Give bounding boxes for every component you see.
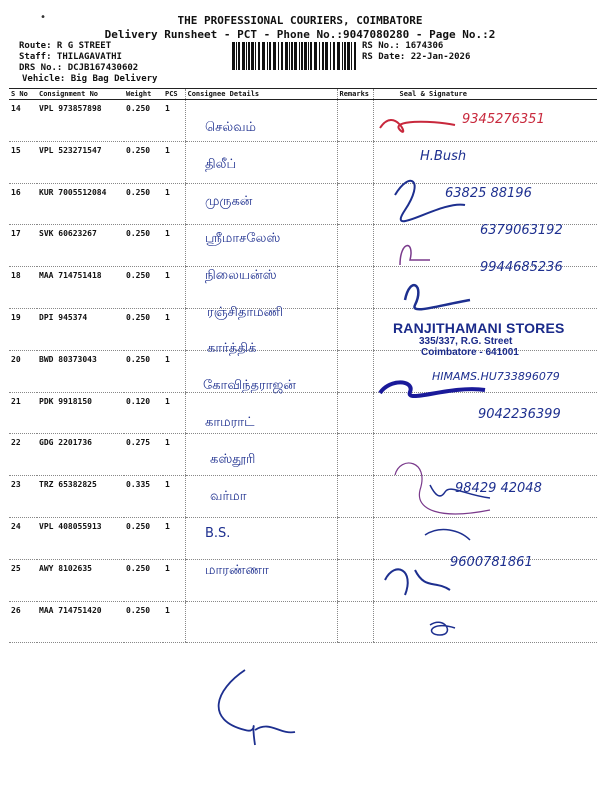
barcode-icon (232, 42, 358, 70)
handwritten-consignee: ஸ்ரீமாசலேஸ் (205, 230, 281, 246)
cell-sno: 22 (9, 434, 37, 476)
cell-sno: 19 (9, 308, 37, 350)
cell-consignment: GDG 2201736 (37, 434, 124, 476)
cell-consignment: VPL 523271547 (37, 141, 124, 183)
cell-sno: 20 (9, 350, 37, 392)
cell-pcs: 1 (163, 308, 185, 350)
cell-weight: 0.250 (124, 350, 163, 392)
cell-consignment: BWD 80373043 (37, 350, 124, 392)
stamp-city: Coimbatore - 641001 (421, 347, 519, 358)
signature-23 (430, 485, 490, 498)
signature-26 (430, 622, 455, 635)
handwritten-consignee: ரஞ்சிதாமணி (207, 304, 283, 320)
cell-sno: 21 (9, 392, 37, 434)
cell-weight: 0.250 (124, 225, 163, 267)
vehicle-label: Vehicle: Big Bag Delivery (22, 74, 158, 84)
rs-number: RS No.: 1674306 (362, 41, 444, 51)
handwritten-consignee: முருகன் (205, 193, 253, 209)
cell-consignment: VPL 973857898 (37, 100, 124, 142)
handwritten-seal: 9600781861 (450, 554, 533, 570)
cell-consignee (185, 601, 337, 643)
staff-signature (200, 660, 310, 760)
handwritten-consignee: கஸ்தூரி (210, 452, 256, 468)
cell-pcs: 1 (163, 392, 185, 434)
cell-consignment: MAA 714751420 (37, 601, 124, 643)
cell-pcs: 1 (163, 141, 185, 183)
signature-22 (395, 463, 490, 514)
signature-17 (400, 246, 430, 265)
col-remarks: Remarks (337, 89, 373, 100)
signature-24 (425, 530, 470, 540)
cell-weight: 0.250 (124, 141, 163, 183)
stamp-address: 335/337, R.G. Street (419, 336, 513, 347)
cell-remarks (337, 183, 373, 225)
cell-pcs: 1 (163, 601, 185, 643)
cell-consignment: DPI 945374 (37, 308, 124, 350)
stamp-name: RANJITHAMANI STORES (393, 320, 565, 336)
cell-consignment: KUR 7005512084 (37, 183, 124, 225)
cell-weight: 0.250 (124, 267, 163, 309)
cell-pcs: 1 (163, 225, 185, 267)
handwritten-seal: 98429 42048 (455, 481, 542, 496)
cell-weight: 0.250 (124, 183, 163, 225)
handwritten-seal: H.Bush (420, 148, 467, 164)
cell-weight: 0.250 (124, 308, 163, 350)
col-pcs: PCS (163, 89, 185, 100)
signature-scribbles (370, 100, 600, 660)
handwritten-consignee: வர்மா (210, 489, 247, 504)
cell-sno: 23 (9, 476, 37, 518)
signature-18 (405, 285, 470, 309)
cell-remarks (337, 308, 373, 350)
cell-remarks (337, 434, 373, 476)
cell-pcs: 1 (163, 183, 185, 225)
cell-consignee (185, 434, 337, 476)
signature-16 (395, 181, 465, 221)
cell-consignment: SVK 60623267 (37, 225, 124, 267)
cell-remarks (337, 225, 373, 267)
signature-red (380, 120, 455, 132)
cell-remarks (337, 601, 373, 643)
cell-sno: 14 (9, 100, 37, 142)
cell-pcs: 1 (163, 434, 185, 476)
cell-sno: 24 (9, 517, 37, 559)
handwritten-seal: 6379063192 (480, 222, 563, 238)
handwritten-seal: 9042236399 (478, 407, 561, 423)
company-title: THE PROFESSIONAL COURIERS, COIMBATORE (177, 14, 423, 27)
handwritten-consignee: மாரண்ணா (205, 562, 269, 578)
handwritten-consignee: B.S. (205, 525, 231, 541)
handwritten-consignee: செல்வம் (205, 120, 257, 135)
cell-pcs: 1 (163, 476, 185, 518)
cell-remarks (337, 517, 373, 559)
cell-weight: 0.120 (124, 392, 163, 434)
cell-consignment: AWY 8102635 (37, 559, 124, 601)
cell-pcs: 1 (163, 517, 185, 559)
staff-label: Staff: THILAGAVATHI (19, 52, 122, 62)
drs-label: DRS No.: DCJB167430602 (19, 63, 139, 73)
signature-20 (380, 382, 485, 396)
handwritten-consignee: கோவிந்தராஜன் (203, 378, 296, 394)
cell-sno: 15 (9, 141, 37, 183)
cell-weight: 0.250 (124, 100, 163, 142)
rs-date: RS Date: 22-Jan-2026 (362, 52, 471, 62)
handwritten-consignee: திலீப் (205, 156, 237, 172)
cell-remarks (337, 141, 373, 183)
cell-pcs: 1 (163, 559, 185, 601)
cell-remarks (337, 392, 373, 434)
cell-consignment: MAA 714751418 (37, 267, 124, 309)
table-header-row (9, 89, 597, 100)
handwritten-seal: 9345276351 (462, 112, 545, 127)
cell-weight: 0.335 (124, 476, 163, 518)
cell-sno: 26 (9, 601, 37, 643)
route-label: Route: R G STREET (19, 41, 112, 51)
cell-consignee (185, 476, 337, 518)
cell-sno: 17 (9, 225, 37, 267)
col-consignment: Consignment No (37, 89, 124, 100)
col-sno: S No (9, 89, 37, 100)
cell-remarks (337, 350, 373, 392)
handwritten-seal: 9944685236 (480, 259, 563, 275)
cell-remarks (337, 559, 373, 601)
signature-25 (385, 569, 450, 595)
cell-remarks (337, 476, 373, 518)
cell-sno: 25 (9, 559, 37, 601)
col-consignee: Consignee Details (185, 89, 337, 100)
cell-pcs: 1 (163, 267, 185, 309)
handwritten-seal: HIMAMS.HU733896079 (432, 370, 560, 384)
col-seal: Seal & Signature (373, 89, 597, 100)
cell-weight: 0.275 (124, 434, 163, 476)
handwritten-consignee: நிலையன்ஸ் (205, 267, 277, 283)
cell-sno: 16 (9, 183, 37, 225)
runsheet-subtitle: Delivery Runsheet - PCT - Phone No.:9047080280 - Page No.:2 (104, 28, 496, 41)
cell-remarks (337, 267, 373, 309)
cell-consignment: TRZ 65382825 (37, 476, 124, 518)
scan-mark: • (40, 12, 47, 23)
handwritten-consignee: காமராட் (205, 415, 255, 431)
cell-pcs: 1 (163, 350, 185, 392)
cell-weight: 0.250 (124, 601, 163, 643)
cell-consignment: VPL 408055913 (37, 517, 124, 559)
handwritten-consignee: கார்த்திக் (207, 341, 257, 357)
cell-remarks (337, 100, 373, 142)
cell-sno: 18 (9, 267, 37, 309)
col-weight: Weight (124, 89, 163, 100)
cell-weight: 0.250 (124, 517, 163, 559)
cell-pcs: 1 (163, 100, 185, 142)
handwritten-seal: 63825 88196 (445, 185, 532, 201)
cell-consignment: PDK 9918150 (37, 392, 124, 434)
cell-weight: 0.250 (124, 559, 163, 601)
